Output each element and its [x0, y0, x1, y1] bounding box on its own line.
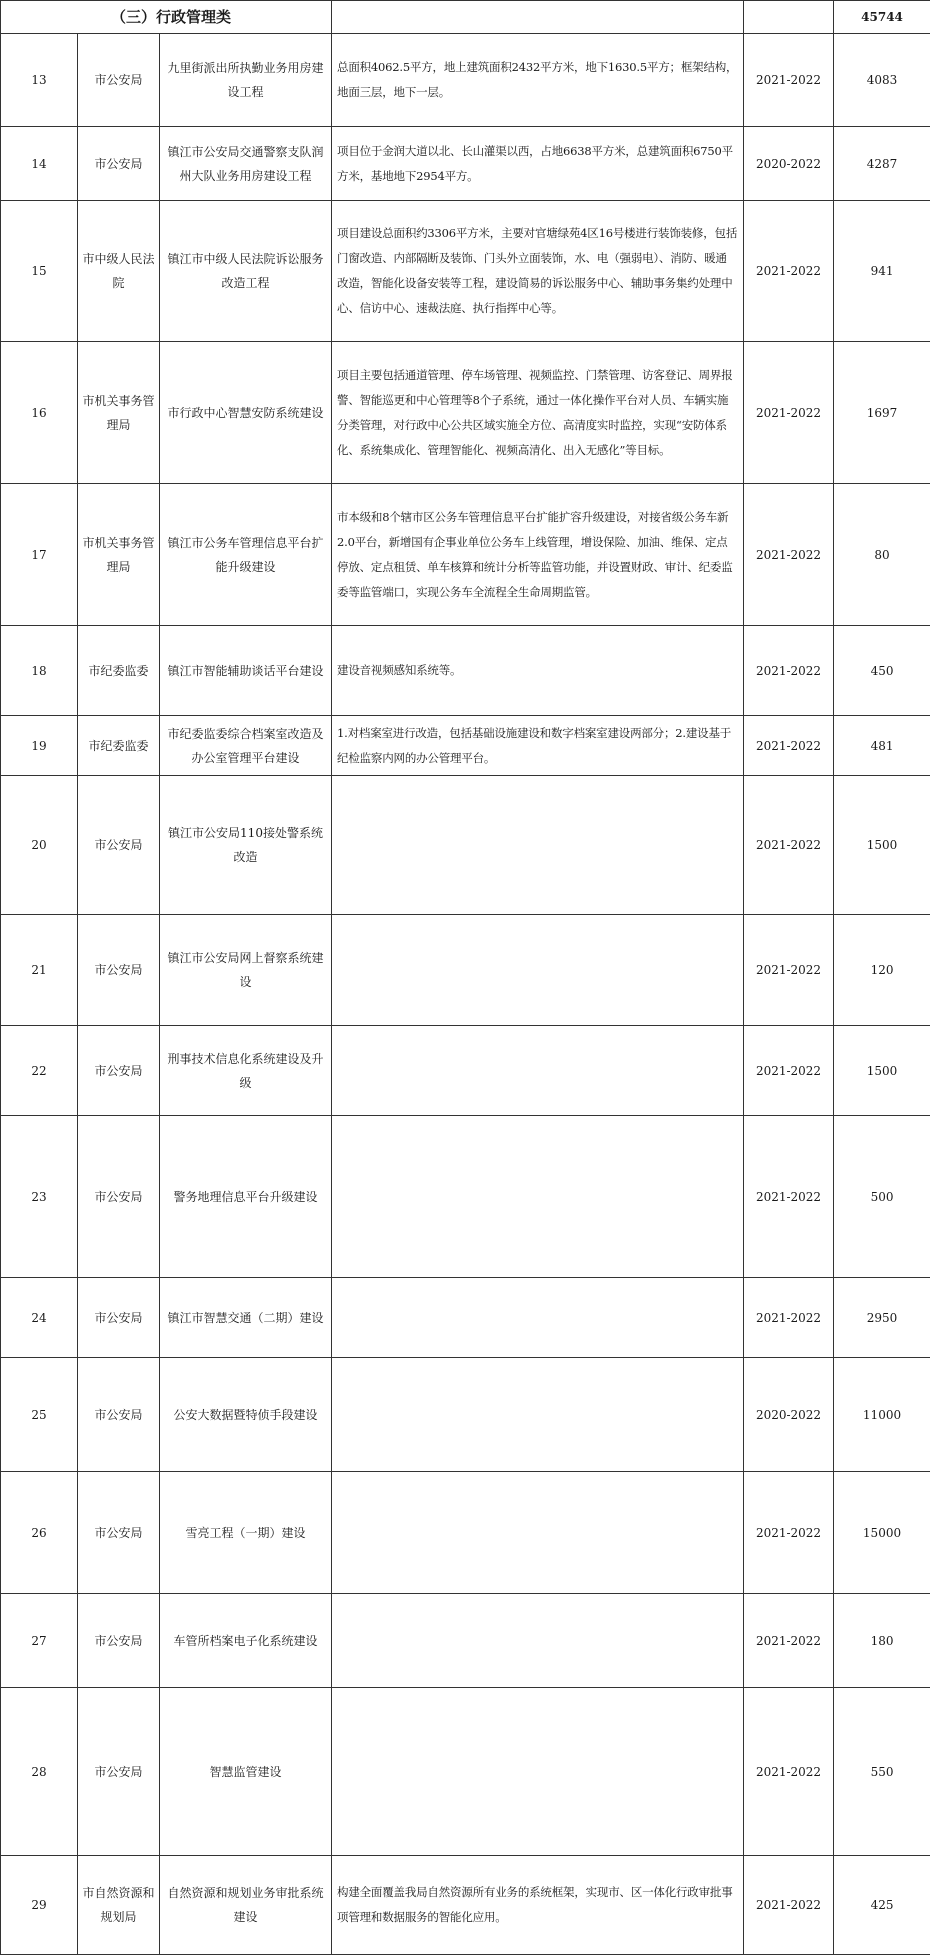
table-row	[1, 1856, 930, 1955]
table-row	[1, 342, 930, 484]
row-unit: 市公安局	[78, 34, 160, 127]
row-unit: 市自然资源和规划局	[78, 1856, 160, 1955]
row-number: 28	[1, 1688, 78, 1856]
row-unit: 市机关事务管理局	[78, 484, 160, 626]
row-number: 17	[1, 484, 78, 626]
row-period: 2021-2022	[744, 1594, 834, 1688]
row-number: 25	[1, 1358, 78, 1472]
row-project-name: 车管所档案电子化系统建设	[160, 1594, 332, 1688]
row-period: 2020-2022	[744, 1358, 834, 1472]
row-content	[332, 915, 744, 1026]
section-total: 45744	[834, 1, 930, 34]
table-row	[1, 1472, 930, 1594]
row-content	[332, 1594, 744, 1688]
table-row	[1, 776, 930, 915]
row-amount: 11000	[834, 1358, 930, 1472]
row-unit: 市公安局	[78, 915, 160, 1026]
row-project-name: 警务地理信息平台升级建设	[160, 1116, 332, 1278]
row-project-name: 雪亮工程（一期）建设	[160, 1472, 332, 1594]
row-amount: 1500	[834, 1026, 930, 1116]
row-amount: 15000	[834, 1472, 930, 1594]
row-period: 2021-2022	[744, 1026, 834, 1116]
row-number: 27	[1, 1594, 78, 1688]
row-number: 24	[1, 1278, 78, 1358]
section-title: （三）行政管理类	[1, 1, 332, 34]
row-period: 2021-2022	[744, 1278, 834, 1358]
row-period: 2020-2022	[744, 127, 834, 201]
row-content: 项目位于金润大道以北、长山灌渠以西，占地6638平方米，总建筑面积6750平方米，基地地下2954平方。	[332, 127, 744, 201]
row-amount: 4083	[834, 34, 930, 127]
project-table-body	[1, 1, 930, 1955]
row-amount: 1500	[834, 776, 930, 915]
table-row	[1, 1116, 930, 1278]
row-period: 2021-2022	[744, 1116, 834, 1278]
row-number: 26	[1, 1472, 78, 1594]
row-unit: 市公安局	[78, 1358, 160, 1472]
row-amount: 120	[834, 915, 930, 1026]
row-number: 15	[1, 201, 78, 342]
row-period: 2021-2022	[744, 34, 834, 127]
table-row	[1, 1688, 930, 1856]
row-number: 21	[1, 915, 78, 1026]
row-project-name: 智慧监管建设	[160, 1688, 332, 1856]
row-period: 2021-2022	[744, 626, 834, 716]
row-number: 16	[1, 342, 78, 484]
row-content	[332, 1116, 744, 1278]
row-project-name: 镇江市智慧交通（二期）建设	[160, 1278, 332, 1358]
row-amount: 180	[834, 1594, 930, 1688]
row-project-name: 镇江市公安局网上督察系统建设	[160, 915, 332, 1026]
row-unit: 市公安局	[78, 127, 160, 201]
row-project-name: 刑事技术信息化系统建设及升级	[160, 1026, 332, 1116]
row-amount: 80	[834, 484, 930, 626]
row-content: 建设音视频感知系统等。	[332, 626, 744, 716]
row-period: 2021-2022	[744, 716, 834, 776]
row-content: 项目建设总面积约3306平方米，主要对官塘绿苑4区16号楼进行装饰装修，包括门窗改造、内部隔断及装饰、门头外立面装饰，水、电（强弱电）、消防、暖通改造，智能化设备安装等工程，建设简易的诉讼服务中心、辅助事务集约处理中心、信访中心、速裁法庭、执行指挥中心等。	[332, 201, 744, 342]
row-content: 市本级和8个辖市区公务车管理信息平台扩能扩容升级建设，对接省级公务车新2.0平台，新增国有企事业单位公务车上线管理，增设保险、加油、维保、定点停放、定点租赁、单车核算和统计分析等监管功能，并设置财政、审计、纪委监委等监管端口，实现公务车全流程全生命周期监管。	[332, 484, 744, 626]
row-amount: 941	[834, 201, 930, 342]
row-number: 14	[1, 127, 78, 201]
row-project-name: 镇江市中级人民法院诉讼服务改造工程	[160, 201, 332, 342]
row-number: 22	[1, 1026, 78, 1116]
table-row	[1, 716, 930, 776]
row-period: 2021-2022	[744, 776, 834, 915]
table-row	[1, 1358, 930, 1472]
row-amount: 425	[834, 1856, 930, 1955]
row-content	[332, 1472, 744, 1594]
row-unit: 市公安局	[78, 1278, 160, 1358]
row-project-name: 镇江市公务车管理信息平台扩能升级建设	[160, 484, 332, 626]
table-row	[1, 626, 930, 716]
row-unit: 市公安局	[78, 776, 160, 915]
row-project-name: 自然资源和规划业务审批系统建设	[160, 1856, 332, 1955]
row-period: 2021-2022	[744, 1472, 834, 1594]
section-empty-cell	[744, 1, 834, 34]
row-unit: 市中级人民法院	[78, 201, 160, 342]
row-amount: 481	[834, 716, 930, 776]
row-content: 1.对档案室进行改造，包括基础设施建设和数字档案室建设两部分；2.建设基于纪检监察内网的办公管理平台。	[332, 716, 744, 776]
row-period: 2021-2022	[744, 484, 834, 626]
row-project-name: 镇江市公安局交通警察支队润州大队业务用房建设工程	[160, 127, 332, 201]
table-row	[1, 1026, 930, 1116]
row-content: 项目主要包括通道管理、停车场管理、视频监控、门禁管理、访客登记、周界报警、智能巡更和中心管理等8个子系统，通过一体化操作平台对人员、车辆实施分类管理，对行政中心公共区域实施全方位、高清度实时监控，实现“安防体系化、系统集成化、管理智能化、视频高清化、出入无感化”等目标。	[332, 342, 744, 484]
row-unit: 市纪委监委	[78, 716, 160, 776]
row-amount: 4287	[834, 127, 930, 201]
row-number: 19	[1, 716, 78, 776]
row-number: 20	[1, 776, 78, 915]
row-period: 2021-2022	[744, 1688, 834, 1856]
row-number: 29	[1, 1856, 78, 1955]
row-unit: 市公安局	[78, 1472, 160, 1594]
section-header-row	[1, 1, 930, 34]
row-amount: 1697	[834, 342, 930, 484]
row-content	[332, 776, 744, 915]
row-number: 18	[1, 626, 78, 716]
row-period: 2021-2022	[744, 915, 834, 1026]
row-unit: 市纪委监委	[78, 626, 160, 716]
row-amount: 500	[834, 1116, 930, 1278]
row-project-name: 镇江市公安局110接处警系统改造	[160, 776, 332, 915]
section-empty-cell	[332, 1, 744, 34]
table-row	[1, 484, 930, 626]
row-unit: 市公安局	[78, 1116, 160, 1278]
row-unit: 市公安局	[78, 1688, 160, 1856]
row-content	[332, 1026, 744, 1116]
table-row	[1, 34, 930, 127]
row-number: 23	[1, 1116, 78, 1278]
table-row	[1, 1594, 930, 1688]
row-unit: 市公安局	[78, 1594, 160, 1688]
row-content: 总面积4062.5平方，地上建筑面积2432平方米，地下1630.5平方；框架结构，地面三层，地下一层。	[332, 34, 744, 127]
row-project-name: 市行政中心智慧安防系统建设	[160, 342, 332, 484]
row-amount: 450	[834, 626, 930, 716]
row-amount: 2950	[834, 1278, 930, 1358]
row-unit: 市公安局	[78, 1026, 160, 1116]
row-content	[332, 1688, 744, 1856]
row-content	[332, 1278, 744, 1358]
row-period: 2021-2022	[744, 1856, 834, 1955]
row-project-name: 九里街派出所执勤业务用房建设工程	[160, 34, 332, 127]
table-row	[1, 915, 930, 1026]
row-content	[332, 1358, 744, 1472]
row-project-name: 公安大数据暨特侦手段建设	[160, 1358, 332, 1472]
row-number: 13	[1, 34, 78, 127]
row-project-name: 镇江市智能辅助谈话平台建设	[160, 626, 332, 716]
row-content: 构建全面覆盖我局自然资源所有业务的系统框架，实现市、区一体化行政审批事项管理和数据服务的智能化应用。	[332, 1856, 744, 1955]
row-period: 2021-2022	[744, 342, 834, 484]
table-row	[1, 201, 930, 342]
row-period: 2021-2022	[744, 201, 834, 342]
row-project-name: 市纪委监委综合档案室改造及办公室管理平台建设	[160, 716, 332, 776]
row-unit: 市机关事务管理局	[78, 342, 160, 484]
table-row	[1, 127, 930, 201]
table-row	[1, 1278, 930, 1358]
row-amount: 550	[834, 1688, 930, 1856]
